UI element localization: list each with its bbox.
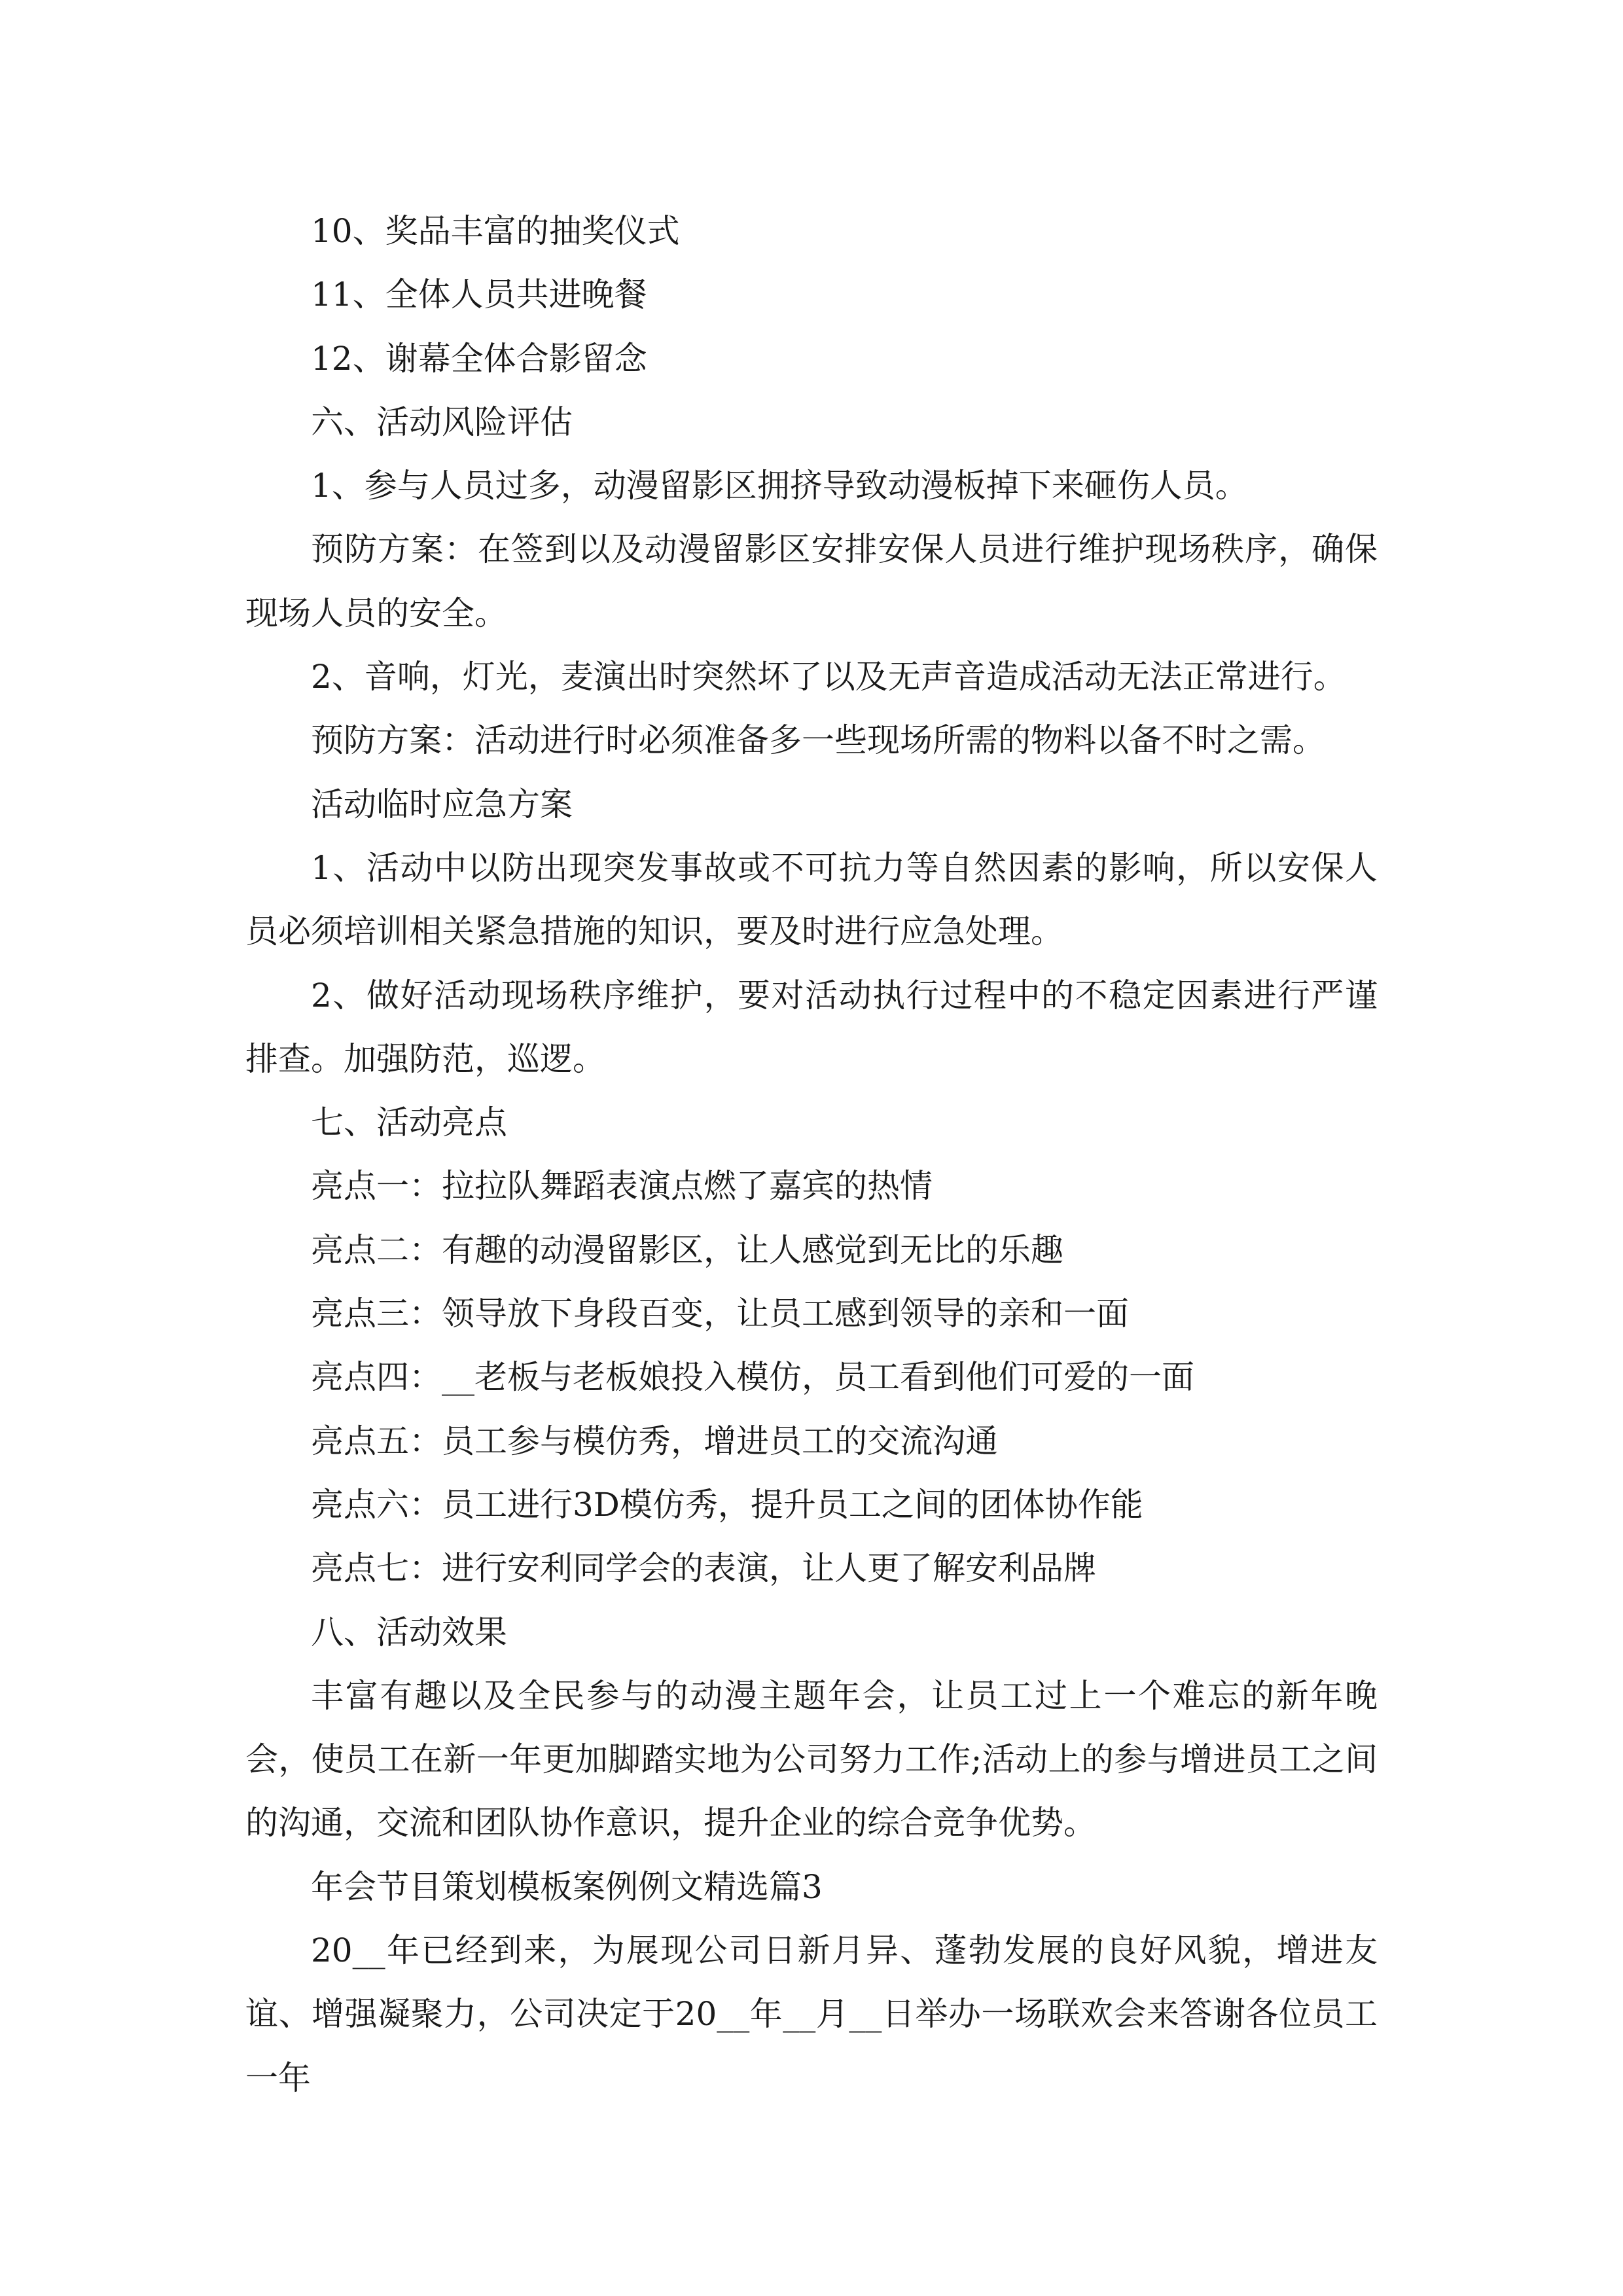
document-body — [245, 200, 1378, 2110]
paragraph-dinner: 11、全体人员共进晚餐 — [311, 276, 647, 314]
paragraph-highlight-1: 亮点一：拉拉队舞蹈表演点燃了嘉宾的热情 — [311, 1167, 933, 1206]
paragraph-highlight-4: 亮点四：__老板与老板娘投入模仿，员工看到他们可爱的一面 — [311, 1358, 1194, 1397]
paragraph-emergency-1: 1、活动中以防出现突发事故或不可抗力等自然因素的影响，所以安保人员必须培训相关紧急措施的知识，要及时进行应急处理。 — [245, 848, 1378, 951]
paragraph-highlight-3: 亮点三：领导放下身段百变，让员工感到领导的亲和一面 — [311, 1295, 1129, 1333]
paragraph-risk-1: 1、参与人员过多，动漫留影区拥挤导致动漫板掉下来砸伤人员。 — [311, 467, 1248, 505]
article-title-part-3: 年会节目策划模板案例例文精选篇3 — [311, 1867, 823, 1906]
paragraph-risk-2: 2、音响，灯光，麦演出时突然坏了以及无声音造成活动无法正常进行。 — [311, 658, 1346, 696]
paragraph-effects: 丰富有趣以及全民参与的动漫主题年会，让员工过上一个难忘的新年晚会，使员工在新一年更加脚踏实地为公司努力工作;活动上的参与增进员工之间的沟通，交流和团队协作意识，提升企业的综合竞争优势。 — [245, 1676, 1378, 1842]
section-heading-emergency-plan: 活动临时应急方案 — [311, 785, 573, 823]
paragraph-highlight-7: 亮点七：进行安利同学会的表演，让人更了解安利品牌 — [311, 1549, 1096, 1588]
section-heading-risk-assessment: 六、活动风险评估 — [311, 403, 573, 441]
paragraph-group-photo: 12、谢幕全体合影留念 — [311, 339, 647, 378]
paragraph-highlight-5: 亮点五：员工参与模仿秀，增进员工的交流沟通 — [311, 1422, 998, 1460]
section-heading-highlights: 七、活动亮点 — [311, 1103, 507, 1142]
paragraph-prevention-2: 预防方案：活动进行时必须准备多一些现场所需的物料以备不时之需。 — [311, 721, 1325, 760]
paragraph-emergency-2: 2、做好活动现场秩序维护，要对活动执行过程中的不稳定因素进行严谨排查。加强防范，巡逻。 — [245, 976, 1378, 1078]
paragraph-prevention-1: 预防方案：在签到以及动漫留影区安排安保人员进行维护现场秩序，确保现场人员的安全。 — [245, 530, 1378, 632]
paragraph-intro-part-3: 20__年已经到来，为展现公司日新月异、蓬勃发展的良好风貌，增进友谊、增强凝聚力，公司决定于20__年__月__日举办一场联欢会来答谢各位员工一年 — [245, 1931, 1378, 2097]
section-heading-effects: 八、活动效果 — [311, 1613, 507, 1651]
paragraph-highlight-6: 亮点六：员工进行3D模仿秀，提升员工之间的团体协作能 — [311, 1485, 1143, 1524]
paragraph-prize-draw: 10、奖品丰富的抽奖仪式 — [311, 212, 680, 250]
paragraph-highlight-2: 亮点二：有趣的动漫留影区，让人感觉到无比的乐趣 — [311, 1230, 1063, 1269]
